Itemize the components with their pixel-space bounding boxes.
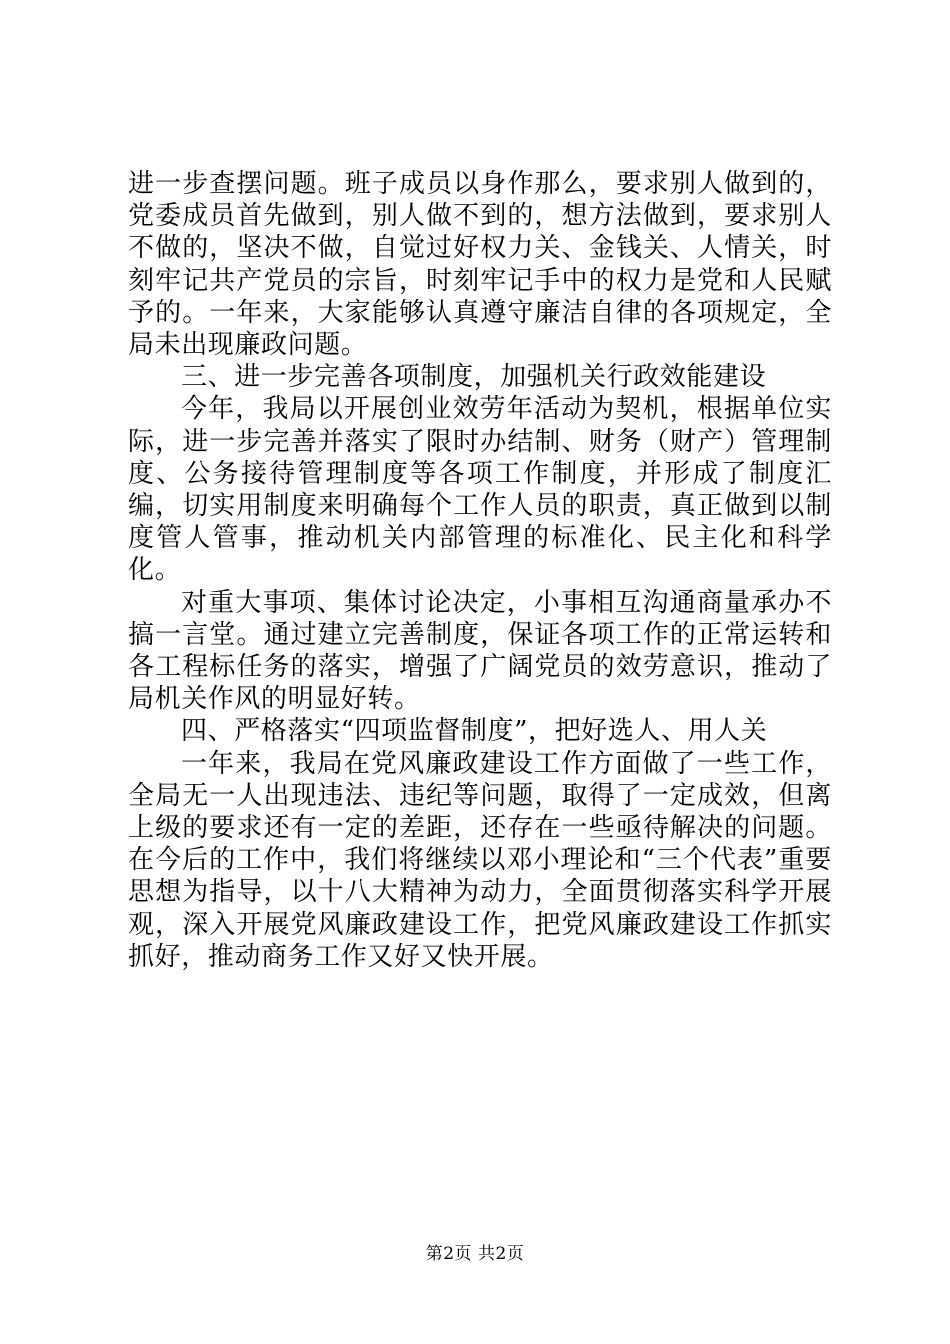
document-body [128, 168, 832, 973]
paragraph-year-summary: 一年来，我局在党风廉政建设工作方面做了一些工作，全局无一人出现违法、违纪等问题，取得了一定成效，但离上级的要求还有一定的差距，还存在一些亟待解决的问题。在今后的工作中，我们将继续以邓小理论和“三个代表”重要思想为指导，以十八大精神为动力，全面贯彻落实科学开展观，深入开展党风廉政建设工作，把党风廉政建设工作抓实抓好，推动商务工作又好又快开展。 [128, 748, 832, 972]
paragraph-system-improvement: 今年，我局以开展创业效劳年活动为契机，根据单位实际，进一步完善并落实了限时办结制、财务（财产）管理制度、公务接待管理制度等各项工作制度，并形成了制度汇编，切实用制度来明确每个工作人员的职责，真正做到以制度管人管事，推动机关内部管理的标准化、民主化和科学化。 [128, 394, 832, 586]
section-heading-3: 三、进一步完善各项制度，加强机关行政效能建设 [181, 362, 767, 393]
paragraph-collective-decision: 对重大事项、集体讨论决定，小事相互沟通商量承办不搞一言堂。通过建立完善制度，保证各项工作的正常运转和各工程标任务的落实，增强了广阔党员的效劳意识，推动了局机关作风的明显好转。 [128, 587, 832, 715]
page-footer: 第2页 共2页 [425, 1244, 525, 1264]
section-heading-4: 四、严格落实“四项监督制度”，把好选人、用人关 [181, 716, 768, 747]
paragraph-continuation: 进一步查摆问题。班子成员以身作那么，要求别人做到的，党委成员首先做到，别人做不到的，想方法做到，要求别人不做的，坚决不做，自觉过好权力关、金钱关、人情关，时刻牢记共产党员的宗旨，时刻牢记手中的权力是党和人民赋予的。一年来，大家能够认真遵守廉洁自律的各项规定，全局未出现廉政问题。 [128, 169, 832, 361]
